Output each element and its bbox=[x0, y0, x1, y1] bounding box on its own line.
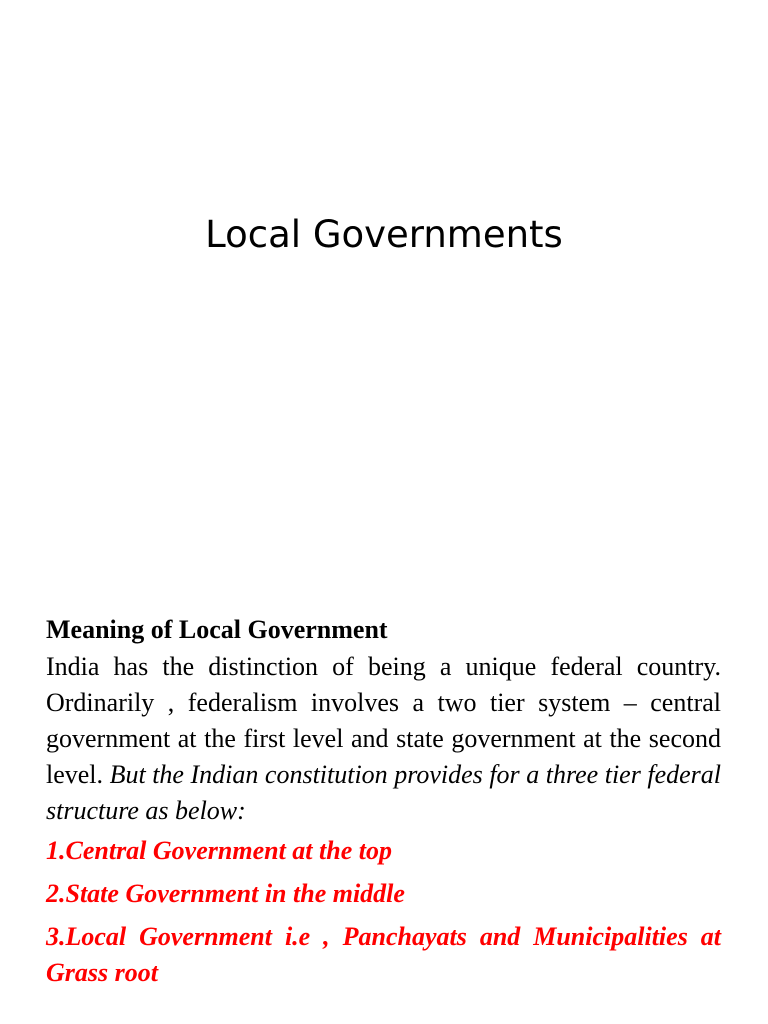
section-paragraph bbox=[46, 649, 721, 829]
paragraph-italic-text: But the Indian constitution provides for a three tier federal structure as below: bbox=[46, 760, 721, 825]
tier-list bbox=[46, 833, 721, 991]
content-section bbox=[46, 613, 721, 998]
section-heading: Meaning of Local Government bbox=[46, 615, 388, 644]
slide-title: Local Governments bbox=[205, 213, 563, 256]
paragraph-plain-text: India has the distinction of being a unique federal country. Ordinarily , federalism involves a two tier system – central government at the first level and state government at the second level. bbox=[46, 652, 721, 789]
list-item-state: 2.State Government in the middle bbox=[46, 879, 405, 908]
list-item-central: 1.Central Government at the top bbox=[46, 836, 392, 865]
list-item-local: 3.Local Government i.e , Panchayats and Municipalities at Grass root bbox=[46, 922, 721, 987]
